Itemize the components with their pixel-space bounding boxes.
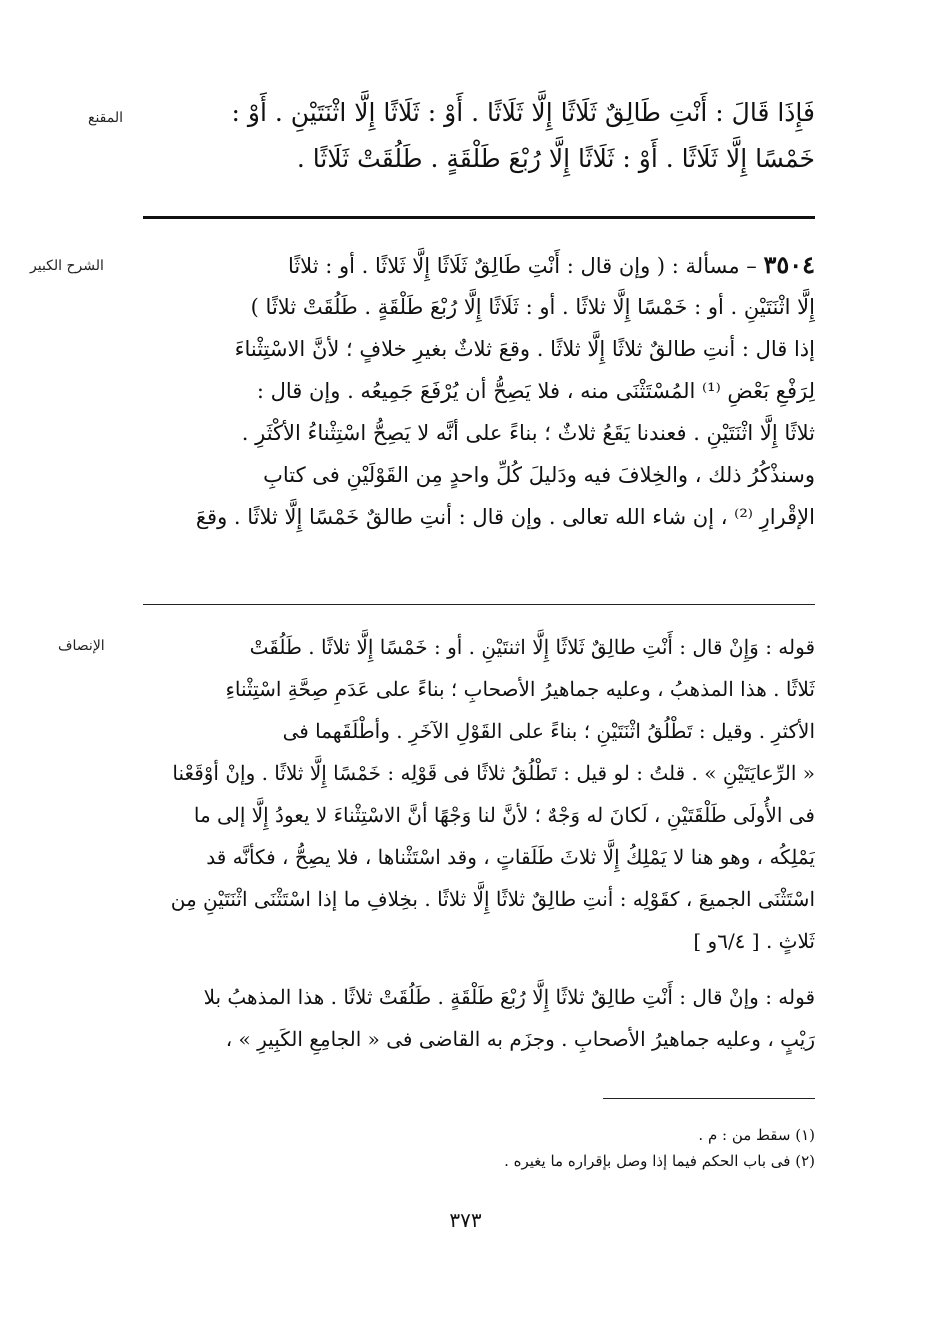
sharh-line: ثلاثًا إِلَّا اثْنَتَيْنِ . فعندنا يَقَعُ ثلاثٌ ؛ بناءً على أنَّه لا يَصِحُّ اسْتِثْناءُ الأكْثَرِ .	[241, 421, 815, 445]
insaf-line: قوله : وإنْ قال : أَنْتِ طالِقٌ ثلاثًا إِلَّا رُبْعَ طَلْقَةٍ . طَلُقَتْ ثلاثًا . هذا المذهبُ بلا	[203, 985, 815, 1009]
muqni-line: خَمْسًا إِلَّا ثَلَاثًا . أَوْ : ثَلَاثًا إِلَّا رُبْعَ طَلْقَةٍ . طَلُقَتْ ثَلَاثًا .	[296, 144, 815, 173]
sharh-text	[140, 244, 815, 538]
issue-number: ٣٥٠٤	[763, 250, 815, 279]
muqni-line: فَإِذَا قَالَ : أَنْتِ طَالِقٌ ثَلَاثًا إِلَّا ثَلَاثًا . أَوْ : ثَلَاثًا إِلَّا اثْنَتَيْنِ . أَوْ :	[231, 98, 815, 127]
sharh-line: لِرَفْعِ بَعْضِ ⁽¹⁾ المُسْتَثْنَى منه ، فلا يَصِحُّ أن يُرْفَعَ جَمِيعُه . وإن قال :	[256, 379, 815, 403]
insaf-line: ثَلاثٍ . [ ٦/٤و ]	[693, 929, 815, 953]
section-divider	[143, 604, 815, 605]
sharh-line: إِلَّا اثْنَتَيْنِ . أو : خَمْسًا إِلَّا ثلاثًا . أو : ثَلَاثًا إِلَّا رُبْعَ طَلْقَةٍ . طَلُقَتْ ثلاثًا )	[250, 295, 815, 319]
section-divider	[143, 216, 815, 219]
insaf-line: الأكثرِ . وقيل : تَطْلُقُ اثْنَتَيْنِ ؛ بناءً على القَوْلِ الآخَرِ . وأطْلَقَهما فى	[282, 719, 815, 743]
insaf-text	[140, 626, 815, 1060]
paragraph-gap	[140, 962, 815, 976]
side-label-muqni: المقنع	[88, 110, 124, 126]
insaf-line: يَمْلِكُه ، وهو هنا لا يَمْلِكُ إِلَّا ثلاثَ طَلَقاتٍ ، وقد اسْتَثْناها ، فلا يصِحُّ ، فكأنَّه قد	[206, 845, 815, 869]
insaf-line: قوله : وَإِنْ قال : أَنْتِ طالِقٌ ثَلاثًا إِلَّا اثنتَيْنِ . أو : خَمْسًا إِلَّا ثلاثًا . طَلُقَتْ	[249, 635, 815, 659]
sharh-line: إذا قال : أنتِ طالقٌ ثلاثًا إِلَّا ثلاثًا . وقعَ ثلاثٌ بغيرِ خلافٍ ؛ لأنَّ الاسْتِثْناءَ	[234, 337, 815, 361]
footnote: (٢) فى باب الحكم فيما إذا وصل بإقراره ما يغيره .	[504, 1152, 815, 1170]
insaf-line: رَيْبٍ ، وعليه جماهيرُ الأصحابِ . وجزَم به القاضى فى « الجامِعِ الكَبِيرِ » ،	[225, 1027, 815, 1051]
insaf-line: ثَلاثًا . هذا المذهبُ ، وعليه جماهيرُ الأصحابِ ؛ بناءً على عَدَمِ صِحَّةِ اسْتِثْناءِ	[225, 677, 815, 701]
footnotes	[300, 1122, 815, 1174]
side-label-insaf: الإنصاف	[58, 638, 105, 654]
insaf-line: فى الأُولَى طَلْقَتَيْنِ ، لَكانَ له وَجْهٌ ؛ لأنَّ لنا وَجْهًا أنَّ الاسْتِثْناءَ لا يعودُ إِلَّا إلى ما	[193, 803, 815, 827]
sharh-line-text: – مسألة : ( وإن قال : أَنْتِ طَالِقٌ ثَلَاثًا إِلَّا ثَلاثًا . أو : ثلاثًا	[287, 254, 764, 278]
page-number: ٣٧٣	[449, 1208, 482, 1232]
sharh-first-line	[140, 244, 815, 286]
insaf-line: « الرِّعايَتَيْنِ » . قلتُ : لو قيل : تَطْلُقُ ثلاثًا فى قَوْلِه : خَمْسًا إِلَّا ثلاثًا . وإنْ أوْقَعْنا	[172, 761, 815, 785]
sharh-line: وسنذْكُرُ ذلك ، والخِلافَ فيه ودَليلَ كُلِّ واحدٍ مِن القَوْلَيْنِ فى كتابِ	[263, 463, 815, 487]
insaf-line: اسْتَثْنَى الجميعَ ، كقَوْلِه : أنتِ طالِقٌ ثلاثًا إِلَّا ثلاثًا . بخِلافِ ما إذا اسْتَثْنَى اثْنَتَيْنِ مِن	[170, 887, 815, 911]
footnote: (١) سقط من : م .	[698, 1126, 815, 1144]
side-label-sharh: الشرح الكبير	[30, 258, 104, 274]
muqni-text	[140, 90, 815, 182]
sharh-line: الإقْرارِ ⁽²⁾ ، إن شاء الله تعالى . وإن قال : أنتِ طالقٌ خَمْسًا إِلَّا ثلاثًا . وقعَ	[195, 505, 815, 529]
footnote-divider	[603, 1098, 815, 1099]
